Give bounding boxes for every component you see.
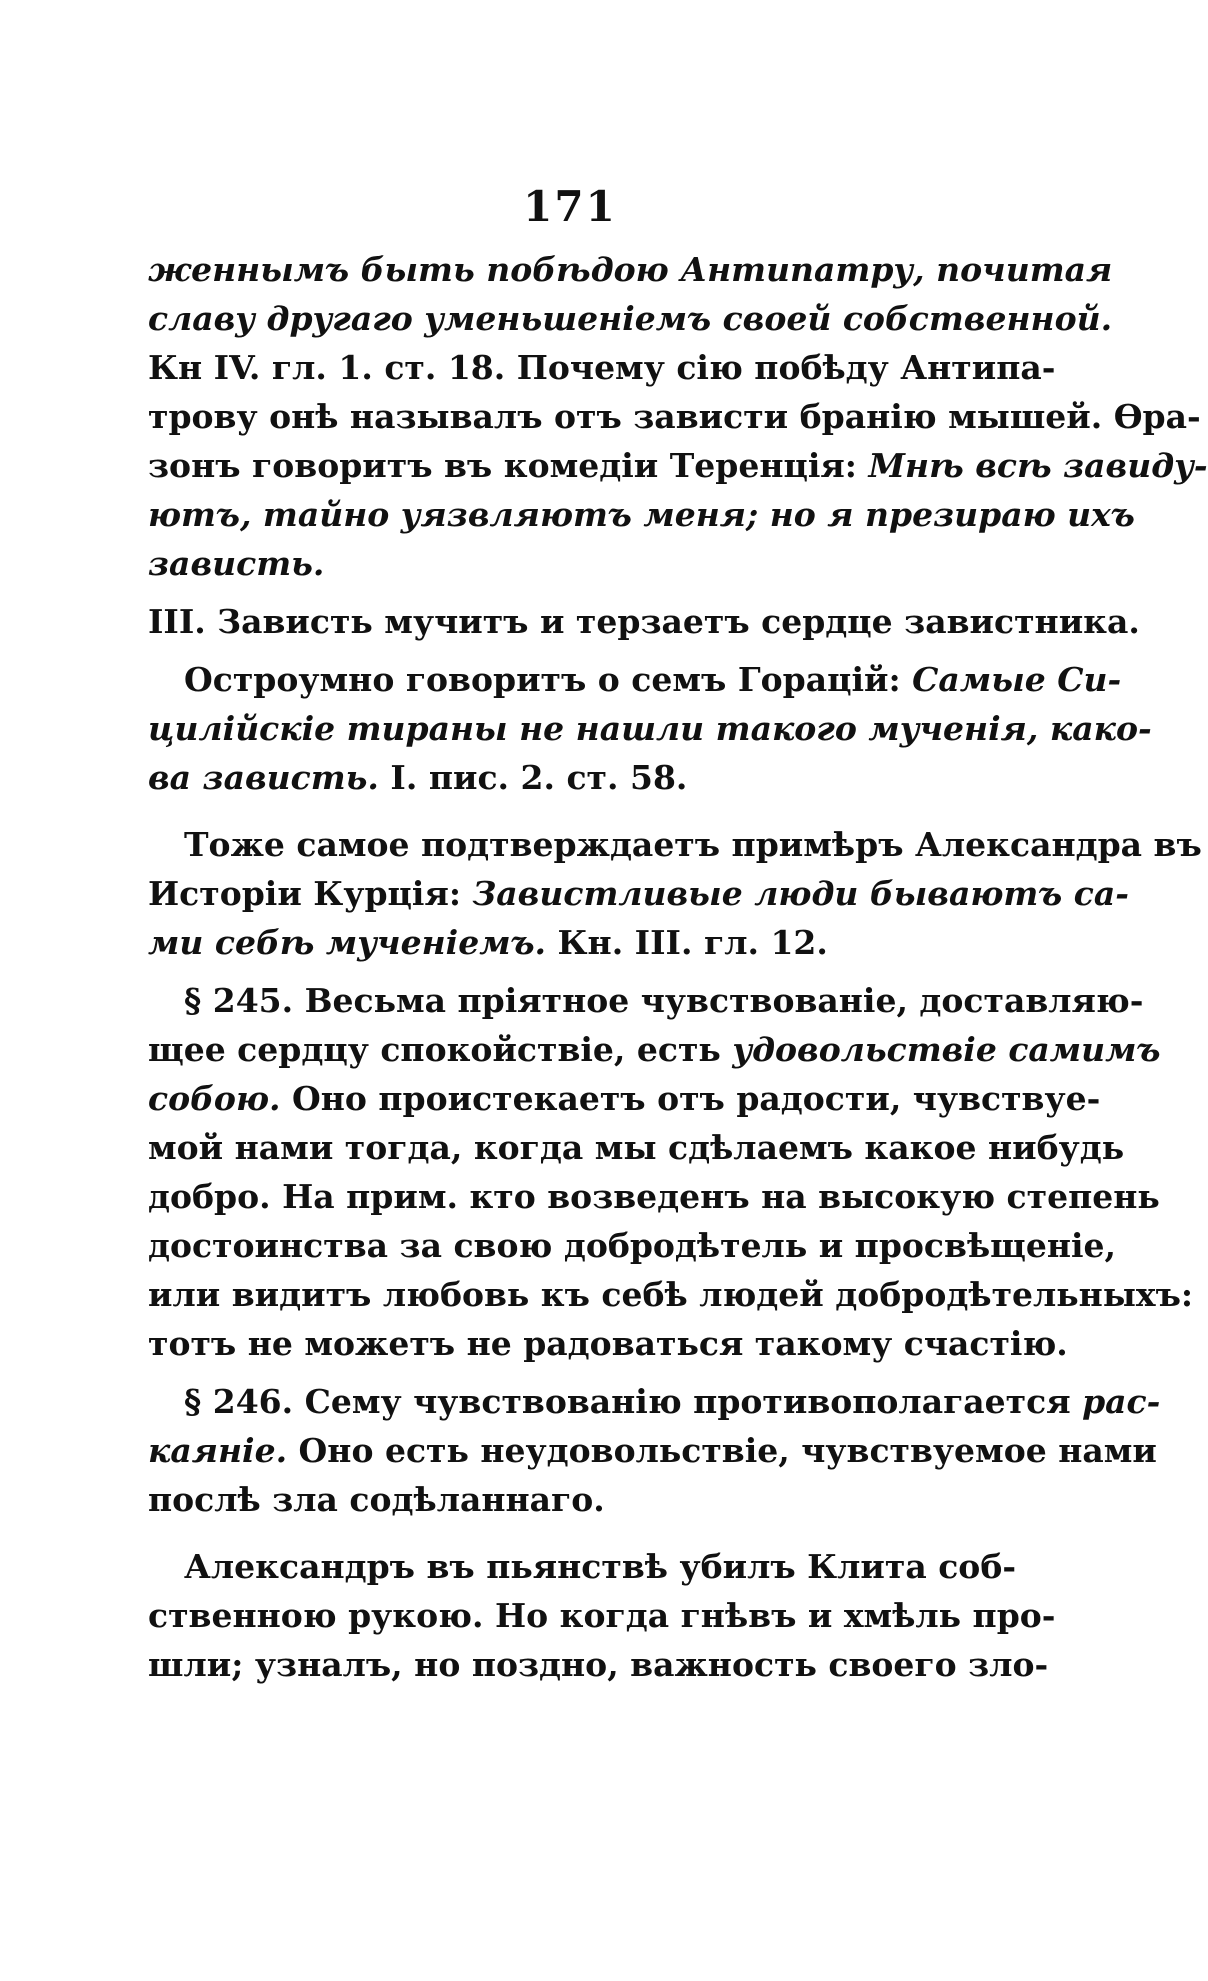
text-line (148, 1221, 1117, 1270)
text-line (148, 1025, 1161, 1074)
text-line (148, 655, 1122, 704)
text-line (148, 441, 1208, 490)
body-text: достоинства за свою добродѣтель и просвѣщеніе, (148, 1226, 1117, 1265)
text-line (148, 753, 968, 802)
body-text: щее сердцу спокойствіе, есть (148, 1030, 733, 1069)
text-line (148, 1640, 1049, 1689)
italic-text: каяніе. (148, 1431, 288, 1470)
body-text: § 245. Весьма пріятное чувствованіе, доставляю- (184, 981, 1144, 1020)
text-line (148, 1270, 1194, 1319)
text-line (148, 490, 1135, 539)
text-line (148, 1377, 1161, 1426)
italic-text: Самые Си- (912, 660, 1122, 699)
text-line (148, 343, 1056, 392)
italic-text: ва зависть. (148, 758, 379, 797)
body-text: Оно проистекаетъ отъ радости, чувствуе- (280, 1079, 1101, 1118)
page-number: 171 (523, 182, 617, 231)
italic-text: цилійскіе тираны не нашли такого мученія, како- (148, 709, 1152, 748)
body-text: добро. На прим. кто возведенъ на высокую степень (148, 1177, 1160, 1216)
text-line (148, 869, 1129, 918)
paragraph-gap (148, 1368, 968, 1377)
body-text: мой нами тогда, когда мы сдѣлаемъ какое нибудь (148, 1128, 1125, 1167)
body-text: III. Зависть мучитъ и терзаетъ сердце завистника. (148, 602, 1140, 641)
paragraph-gap (148, 588, 968, 597)
paragraph-gap (148, 802, 968, 820)
text-line (148, 918, 968, 967)
body-text: Кн. III. гл. 12. (546, 923, 828, 962)
italic-text: Завистливые люди бываютъ са- (472, 874, 1129, 913)
body-text: шли; узналъ, но поздно, важность своего зло- (148, 1645, 1049, 1684)
text-line (148, 1123, 1125, 1172)
text-line (148, 1591, 1056, 1640)
body-text: Кн IV. гл. 1. ст. 18. Почему сію побѣду Антипа- (148, 348, 1056, 387)
italic-text: удовольствіе самимъ (732, 1030, 1161, 1069)
text-line (148, 1074, 1101, 1123)
text-line (148, 704, 1152, 753)
italic-text: славу другаго уменьшеніемъ своей собственной. (148, 299, 1113, 338)
body-text: Тоже самое подтверждаетъ примѣръ Александра въ (184, 825, 1202, 864)
paragraph-gap (148, 646, 968, 655)
paragraph-gap (148, 1524, 968, 1542)
text-line (148, 1542, 1017, 1591)
body-text: послѣ зла содѣланнаго. (148, 1480, 605, 1519)
body-text: Оно есть неудовольствіе, чувствуемое нами (287, 1431, 1157, 1470)
italic-text: ми себѣ мученіемъ. (148, 923, 547, 962)
paragraph-gap (148, 967, 968, 976)
text-line (148, 1172, 1160, 1221)
text-line (148, 1319, 1068, 1368)
body-text: трову онѣ называлъ отъ зависти бранію мышей. Ѳра- (148, 397, 1201, 436)
body-text: Остроумно говоритъ о семъ Горацій: (184, 660, 913, 699)
text-line (148, 820, 1202, 869)
text-line (148, 539, 968, 588)
body-text: зонъ говоритъ въ комедіи Теренція: (148, 446, 869, 485)
italic-text: рас- (1082, 1382, 1161, 1421)
body-text: или видитъ любовь къ себѣ людей добродѣтельныхъ: (148, 1275, 1194, 1314)
text-line (148, 1426, 1157, 1475)
body-text: § 246. Сему чувствованію противополагается (184, 1382, 1083, 1421)
page-text (148, 245, 1208, 1689)
body-text: тотъ не можетъ не радоваться такому счастію. (148, 1324, 1068, 1363)
text-line (148, 392, 1201, 441)
italic-text: собою. (148, 1079, 281, 1118)
italic-text: Мнѣ всѣ завиду- (868, 446, 1208, 485)
text-line (148, 294, 1113, 343)
body-text: ственною рукою. Но когда гнѣвъ и хмѣль про- (148, 1596, 1056, 1635)
body-text: Александръ въ пьянствѣ убилъ Клита соб- (184, 1547, 1017, 1586)
italic-text: женнымъ быть побѣдою Антипатру, почитая (148, 250, 1113, 289)
text-line (148, 597, 1140, 646)
text-line (148, 1475, 968, 1524)
italic-text: ютъ, тайно уязвляютъ меня; но я презираю ихъ (148, 495, 1135, 534)
italic-text: зависть. (148, 544, 325, 583)
text-line (148, 976, 1144, 1025)
text-line (148, 245, 1113, 294)
body-text: Исторіи Курція: (148, 874, 473, 913)
body-text: I. пис. 2. ст. 58. (378, 758, 688, 797)
